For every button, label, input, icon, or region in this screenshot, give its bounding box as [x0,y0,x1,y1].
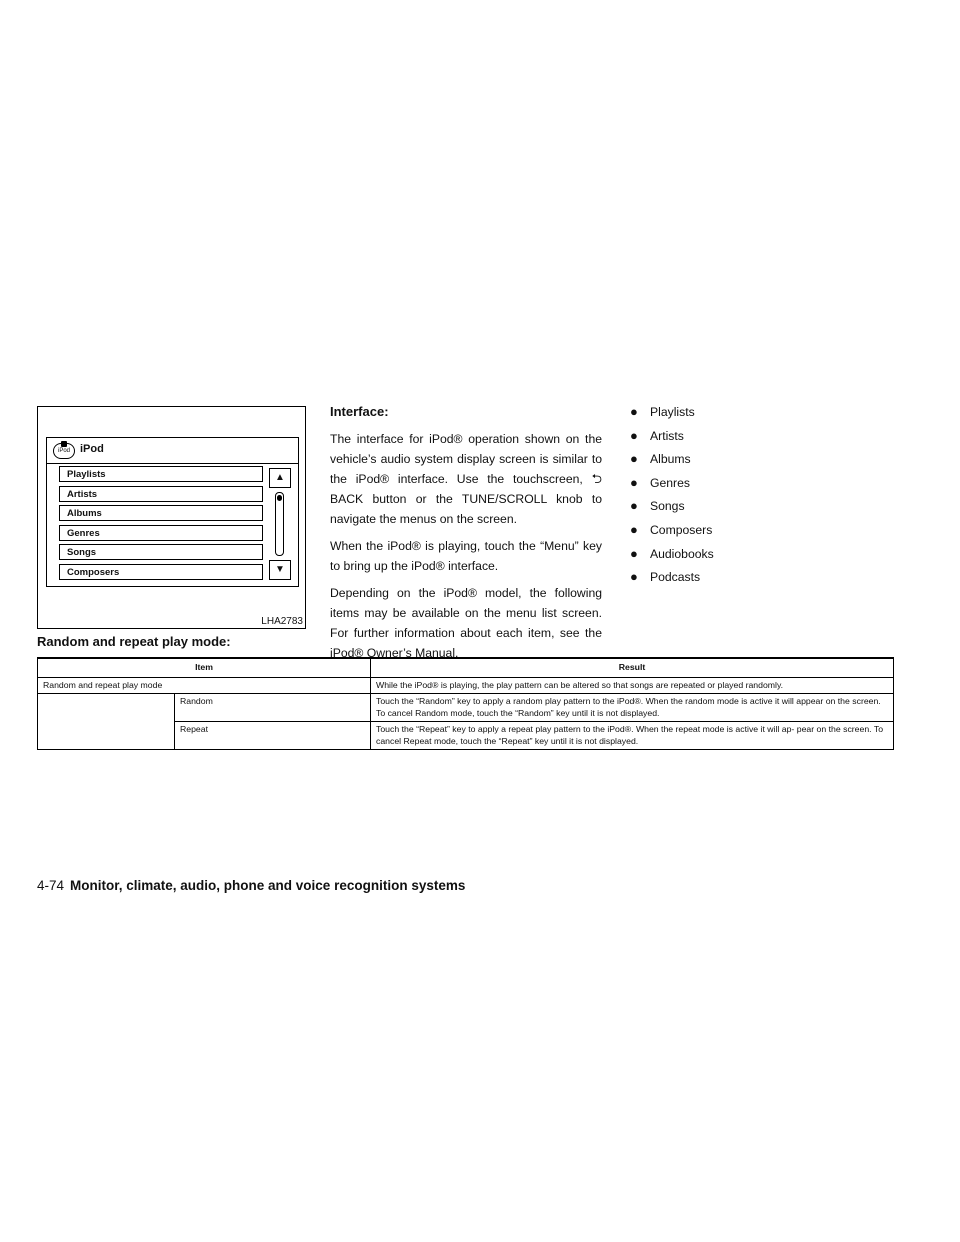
screen-header [47,438,298,464]
bullet-icon: ● [630,498,638,514]
interface-paragraph-2: When the iPod® is playing, touch the “Menu” key to bring up the iPod® interface. [330,539,602,573]
list-item: ● Albums [630,449,714,473]
bullet-icon: ● [630,521,638,537]
screen-menu-item-composers[interactable]: Composers [59,564,263,580]
chapter-title: Monitor, climate, audio, phone and voice recognition systems [70,878,466,893]
scroll-down-button[interactable] [269,560,291,580]
scroll-track[interactable] [275,492,284,556]
screen-menu-item-genres[interactable]: Genres [59,525,263,541]
table-cell-result: While the iPod® is playing, the play pattern can be altered so that songs are repeated or played randomly. [371,677,894,694]
triangle-up-icon: ▲ [275,472,285,483]
screen-scrollbar[interactable] [269,468,291,580]
bullet-icon: ● [630,451,638,467]
page-number: 4-74 [37,878,65,893]
list-item: ● Composers [630,520,714,544]
list-item: ● Artists [630,426,714,450]
page-footer [37,878,465,893]
triangle-down-icon: ▼ [275,564,285,575]
back-arrow-icon: ⮌ [591,471,602,486]
table-cell-empty [38,694,175,750]
ipod-logo-icon: iPod [53,443,75,459]
list-item: ● Genres [630,473,714,497]
interface-paragraph-3: Depending on the iPod® model, the following items may be available on the menu list screen. For further information about each item, see the iPod® Owner’s Manual. [330,586,602,660]
bullet-icon: ● [630,474,638,490]
mode-table [37,657,894,750]
screen-title: iPod [80,443,104,455]
screen-menu-list [59,466,263,584]
list-item: ● Playlists [630,402,714,426]
table-row [38,694,894,722]
screen-menu-item-songs[interactable]: Songs [59,544,263,560]
screen-menu-item-playlists[interactable]: Playlists [59,466,263,482]
table-cell-item: Random and repeat play mode [38,677,371,694]
section-title: Random and repeat play mode: [37,634,231,649]
interface-heading: Interface: [330,404,389,419]
table-header-result: Result [371,658,894,677]
list-item: ● Podcasts [630,567,714,591]
ipod-screen-figure [37,406,306,629]
ipod-display-screen [46,437,299,587]
list-item: ● Audiobooks [630,544,714,568]
screen-menu-item-artists[interactable]: Artists [59,486,263,502]
screen-menu-item-albums[interactable]: Albums [59,505,263,521]
table-row [38,677,894,694]
scroll-up-button[interactable] [269,468,291,488]
bullet-icon: ● [630,404,638,419]
list-item: ● Songs [630,496,714,520]
bullet-icon: ● [630,569,638,585]
scroll-thumb[interactable] [277,495,282,501]
interface-column [330,402,602,670]
table-cell-result: Touch the “Random” key to apply a random play pattern to the iPod®. When the random mode is active it will appear on the screen. To cancel Random mode, touch the “Random” key until it is not displayed. [371,694,894,722]
interface-paragraph-1: The interface for iPod® operation shown on the vehicle’s audio system display screen is similar to the iPod® interface. Use the touchscreen, ⮌ BACK button or the TUNE/SCROLL knob to navigate the menus on the screen. [330,432,602,526]
figure-label: LHA2783 [261,616,303,627]
bullet-icon: ● [630,427,638,443]
table-header-item: Item [38,658,371,677]
table-cell-result: Touch the “Repeat” key to apply a repeat play pattern to the iPod®. When the repeat mode is active it will ap- pear on the screen. To cancel Repeat mode, touch the “Repeat” key until it is not displayed. [371,722,894,750]
table-cell-item: Random [175,694,371,722]
table-cell-item: Repeat [175,722,371,750]
bullet-icon: ● [630,545,638,561]
menu-items-column [630,402,714,591]
